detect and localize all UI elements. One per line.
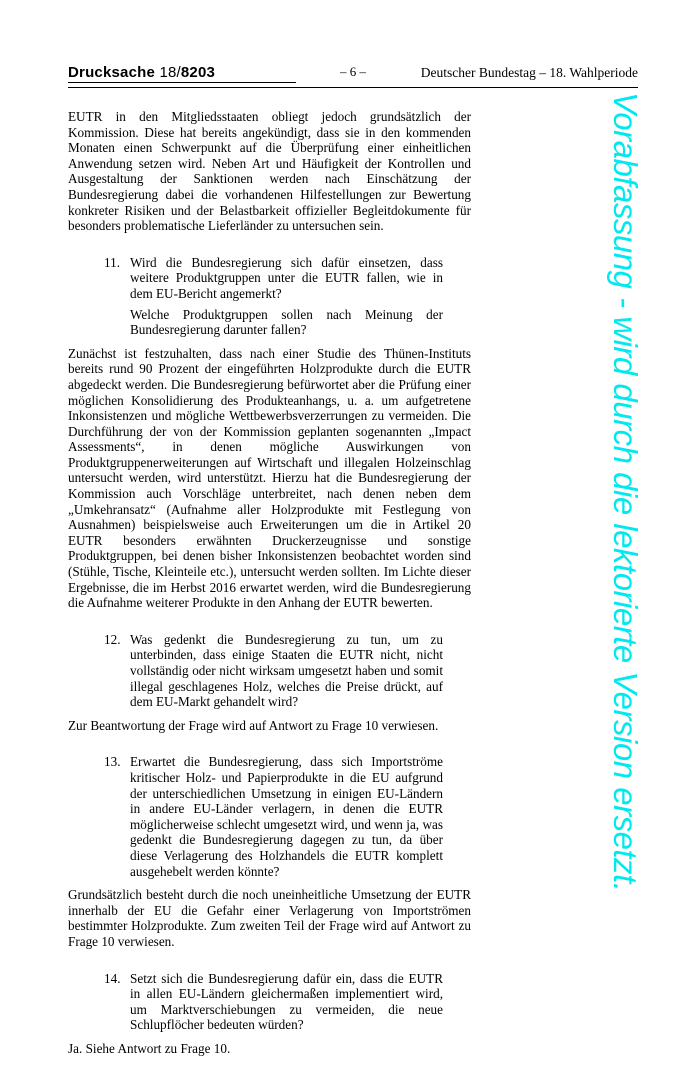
answer-11: Zunächst ist festzuhalten, dass nach einer Studie des Thünen-Instituts bereits rund 90 Prozent der eingeführten Holzprodukte durch die EUTR abgedeckt werden. Die Bundesregierung befürwortet aber die Prüfung einer möglichen Konsolidierung des Produkteanhangs, u. a. um aufgetretene Inkonsistenzen und mögliche Wettbewerbsverzerrungen zu vermeiden. Die Durchführung der von der Kommission geplanten sogenannten „Impact Assessments“, in denen mögliche Auswirkungen von Produktgruppenerweiterungen auf Wirtschaft und illegalen Holzeinschlag untersucht werden, wird unterstützt. Hierzu hat die Bundesregierung der Kommission auch Vorschläge unterbreitet, nach denen neben dem „Umkehransatz“ (Aufnahme aller Holzprodukte mit Festlegung von Ausnahmen) beispielsweise auch Erweiterungen um die in Artikel 20 EUTR besonders erwähnten Druckerzeugnisse und sonstige Produktgruppen, bei denen bisher Inkonsistenzen beobachtet worden sind (Stühle, Tische, Kleinteile etc.), untersucht werden sollten. Im Lichte dieser Ergebnisse, die im Herbst 2016 erwartet werden, wird die Bundesregierung die Aufnahme weiterer Produkte in den Anhang der EUTR bewerten. xyxy=(68,345,471,611)
question-11-part-1: Wird die Bundesregierung sich dafür einsetzen, dass weitere Produktgruppen unter die EUTR fallen, wie in dem EU-Bericht angemerkt? xyxy=(130,254,443,301)
doc-number-prefix: 18/ xyxy=(159,64,181,81)
question-14 xyxy=(104,971,443,1033)
question-13 xyxy=(104,754,443,879)
document-body xyxy=(68,109,471,1077)
doc-type-label: Drucksache xyxy=(68,64,156,81)
question-12 xyxy=(104,632,443,710)
question-12-number: 12. xyxy=(104,631,121,647)
vorabfassung-watermark: Vorabfassung - wird durch die lektorierte Version ersetzt. xyxy=(607,92,644,892)
header-full-rule xyxy=(68,87,638,88)
answer-12: Zur Beantwortung der Frage wird auf Antwort zu Frage 10 verwiesen. xyxy=(68,717,439,733)
question-12-part-1: Was gedenkt die Bundesregierung zu tun, um zu unterbinden, dass einige Staaten die EUTR nicht, nicht vollständig oder nicht wirksam umgesetzt haben und somit illegal geschlagenes Holz, welches die Preise drückt, auf dem EU-Markt gehandelt wird? xyxy=(130,631,443,710)
question-11-text xyxy=(130,255,443,338)
question-14-text xyxy=(130,971,443,1033)
answer-14: Ja. Siehe Antwort zu Frage 10. xyxy=(68,1040,231,1056)
question-12-text xyxy=(130,632,443,710)
page-number: – 6 – xyxy=(340,64,366,79)
header-underline-rule xyxy=(68,82,296,83)
question-11-number: 11. xyxy=(104,254,120,270)
question-11 xyxy=(104,255,443,338)
question-13-part-1: Erwartet die Bundesregierung, dass sich Importströme kritischer Holz- und Papierprodukte in die EU aufgrund der unterschiedlichen Umsetzung in einigen EU-Ländern in andere EU-Länder verlagern, in denen die EUTR möglicherweise schlecht umgesetzt wird, und wenn ja, was gedenkt die Bundesregierung dagegen zu tun, da über diese Verlagerung des Holzhandels die EUTR komplett ausgehebelt werden könnte? xyxy=(130,754,443,879)
doc-number-value: 8203 xyxy=(180,64,216,81)
question-13-number: 13. xyxy=(104,754,121,770)
question-14-number: 14. xyxy=(104,970,121,986)
question-14-part-1: Setzt sich die Bundesregierung dafür ein, dass die EUTR in allen EU-Ländern gleichermaßen implementiert wird, um Marktverschiebungen zu vermeiden, die neue Schlupflöcher bedeuten würden? xyxy=(130,970,443,1033)
page-header xyxy=(68,64,638,81)
question-11-part-2: Welche Produktgruppen sollen nach Meinung der Bundesregierung darunter fallen? xyxy=(130,306,443,338)
answer-13: Grundsätzlich besteht durch die noch uneinheitliche Umsetzung der EUTR innerhalb der EU die Gefahr einer Verlagerung von Importströmen bestimmter Holzprodukte. Zum zweiten Teil der Frage wird auf Antwort zu Frage 10 verwiesen. xyxy=(68,887,471,949)
header-right-title: Deutscher Bundestag – 18. Wahlperiode xyxy=(420,65,638,80)
paragraph-intro: EUTR in den Mitgliedsstaaten obliegt jedoch grundsätzlich der Kommission. Diese hat bereits angekündigt, dass sie in den kommenden Monaten einen Schwerpunkt auf die Überprüfung einer einheitlichen Anwendung setzen wird. Neben Art und Häufigkeit der Kontrollen und Ausgestaltung der Sanktionen werden nach Einschätzung der Bundesregierung dabei die vorhandenen Hilfestellungen zur Bewertung konkreter Risiken und der Belastbarkeit offizieller Begleitdokumente für besonders problematische Lieferländer zu untersuchen sein. xyxy=(68,109,471,234)
question-13-text xyxy=(130,754,443,879)
